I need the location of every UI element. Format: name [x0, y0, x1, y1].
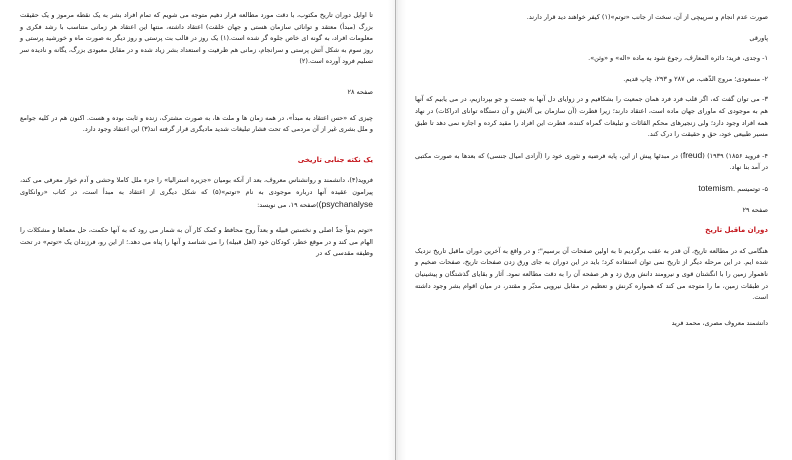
- footnote-text: ۴- فروید ۱۸۵۶) ۱۹۳۹) (: [702, 151, 769, 160]
- paragraph: [20, 175, 373, 211]
- page-number: صفحه ۲۹: [742, 205, 768, 214]
- latin-term: (psychanalyse: [318, 198, 373, 209]
- section-heading: دوران ماقبل تاریخ: [705, 226, 768, 235]
- paragraph: «توتم بدواً جدّ اصلی و نخستین قبیله و بعداً روح محافظ و کمک کار آن به شمار می رود که به آنها حکمت، حل معماها و مشکلات را الهام می کند و در موقع خطر، کودکان خود (اهل قبیله) را می شناسد و آنها را پناه می دهد.؛ از این رو، فرزندان یک «توتم» در تحت وظیفه مقدسی که در: [20, 226, 373, 258]
- latin-term: totemism.: [698, 182, 736, 193]
- footnote: ۳- می توان گفت که، اگر قلب فرد فرد همان جمعیت را بشکافیم و در زوایای دل آنها به جست و جو بپردازیم، در می یابیم که آنها هم به موجودی که ماورای جهان ماده است، اعتقاد دارند؛ زیرا فطرت (آن سازمان بی آلایش و آن دستگاه توانای ادراکات) در نهاد همه افراد وجود دارد؛ ولی زنجیرهای محکم القائات و تبلیغات گمراه کننده، فطرت این افراد را مقید کرده و اجازه نمی دهد تا طبق مسیر طبیعی خود، حق و حقیقت را درک کند.: [415, 95, 768, 139]
- footnote: [415, 183, 768, 196]
- footnote-text: ۵- توتمیسم: [735, 184, 768, 193]
- footnote: ۲- مسعودی؛ مروج الذّهب، ص ۲۸۷ و ۲۹۳، چاپ قدیم.: [623, 74, 768, 83]
- paragraph: هنگامی که در مطالعه تاریخ، آن قدر به عقب برگردیم تا به اولین صفحات آن برسیم"؛ و در واقع به آخرین دوران ماقبل تاریخ نزدیک شده ایم. در این مرحله دیگر از تاریخ نمی توان استفاده کرد؛ باید در این دوران به جای ورق زدن صفحات تاریخ، صفحات ضخیم و ناهموار زمین را با انگشتان قوی و نیرومند دانش ورق زد و هر صفحه آن را به دقت مطالعه نمود. آثار و بقایای گذشتگان و پیشینیان در طبقات زمین، ما را متوجه می کند که همواره کرنش و تعظیم در مقابل نیرویی مدبّر و مقتدر، در میان اقوام بشر وجود داشته است.: [415, 246, 768, 302]
- page-number: صفحه ۲۸: [347, 87, 373, 96]
- paragraph: صورت عدم انجام و سرپیچی از آن، سخت از جانب «توتم»(۱) کیفر خواهند دید قرار دارند.: [526, 13, 768, 21]
- paragraph-text: فروید(۴)، دانشمند و روانشناس معروف، بعد از آنکه بومیان «جزیره استرالیا» را جزء ملل کاملا وحشی و آدم خوار معرفی می کند، پیرامون عقیده آنها درباره موجودی به نام «توتم»(۵) که شکل دیگری از اعتقاد به مبدأ است، در کتاب «روانکاوی: [20, 176, 373, 196]
- footnote-text: ) در مبدئها پیش از این، پایه فرضیه و تئوری خود را (آزادی امیال جنسی) که بعدها به صورت مکتبی در آمد بنا نهاد.: [415, 151, 768, 172]
- footnote: ۱- وجدی، فرید؛ دائره المعارف، رجوع شود به ماده «اله» و «وثن».: [588, 54, 768, 63]
- section-heading: یک نکته جنابی تاریخی: [297, 155, 373, 164]
- signature: دانشمند معروف مصری، محمد فرید: [671, 318, 768, 327]
- latin-term: freud: [682, 149, 703, 160]
- paragraph: چیزی که «حس اعتقاد به مبدأ»، در همه زمان ها و ملت ها، به صورت مشترک، زنده و ثابت بوده و هست. اکنون هم در کلیه جوامع و ملل بشری غیر از آن مردمی که تحت فشار تبلیغات شدید مادیگری قرار گرفته اند(۳) این اعتقاد وجود دارد.: [20, 113, 373, 134]
- right-page: [397, 0, 792, 460]
- paragraph-text: )صفحه ۱۹، می نویسد:: [257, 200, 319, 209]
- paragraph: تا اوایل دوران تاریخ مکتوب، با دقت مورد مطالعه قرار دهیم متوجه می شویم که تمام افراد بشر به یک نقطه مرموز و یک حقیقت بزرگ (مبدأ) معتقد و توانائی سازمان هستی و جهان خلقت) اعتقاد داشته، منتها این اعتقاد هر زمانی متناسب با رشد فکری و معلومات افراد، به گونه ای خاص جلوه گر شده است.(۱) یک روز در قالب بت پرستی و روز دیگر به صورت ماه و خورشید پرستی و روز سوم به شکل آتش پرستی و سرانجام، زمانی هم ظرفیت و استعداد بشر زیاد شده و در مقابل معبودی بزرگ، یگانه و نادیده سر تسلیم فرود آورده است.(۲): [20, 11, 373, 66]
- footnote: [415, 150, 768, 174]
- footnotes-title: پاورقی: [749, 33, 768, 42]
